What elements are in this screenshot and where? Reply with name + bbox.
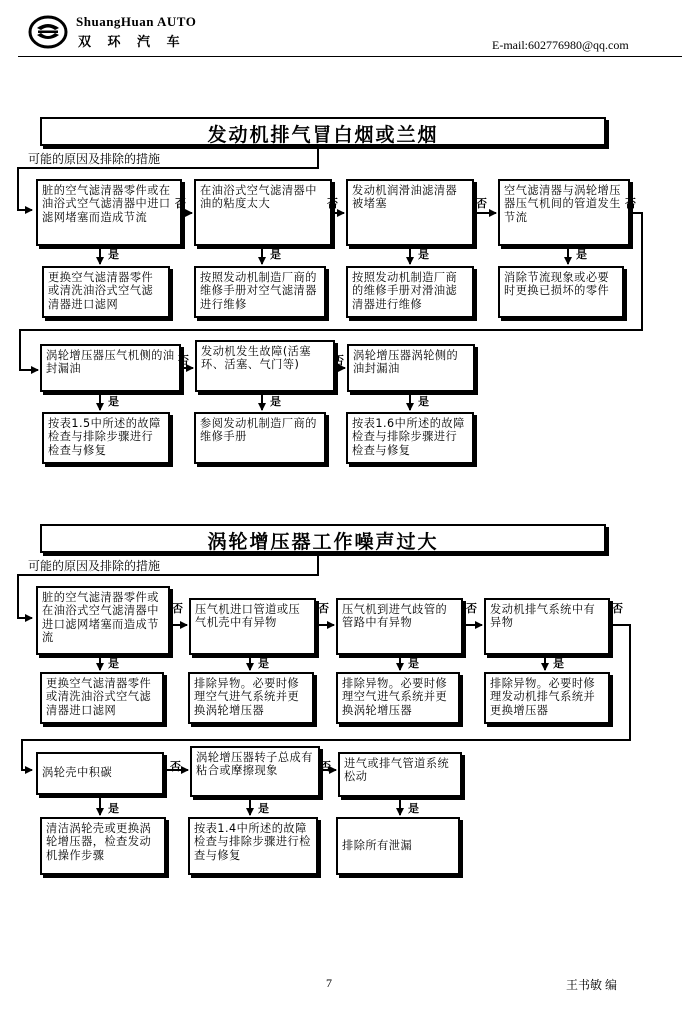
yes-label: 是	[418, 248, 429, 261]
fix-box: 更换空气滤清器零件或清洗油浴式空气滤清器进口滤网	[42, 266, 170, 318]
fix-box: 排除异物。必要时修理空气进气系统并更换涡轮增压器	[188, 672, 314, 724]
no-label: 否	[466, 602, 477, 615]
cause-box: 涡轮增压器压气机侧的油封漏油	[40, 344, 181, 392]
section-title: 涡轮增压器工作噪声过大	[40, 524, 606, 553]
fix-box: 按表1.4中所述的故障检查与排除步骤进行检查与修复	[188, 817, 318, 875]
fix-box: 排除异物。必要时修理发动机排气系统并更换增压器	[484, 672, 610, 724]
no-label: 否	[318, 602, 329, 615]
cause-box: 在油浴式空气滤清器中油的粘度太大	[194, 179, 332, 246]
fix-box: 按照发动机制造厂商的维修手册对滑油滤清器进行维修	[346, 266, 474, 318]
section-subtitle: 可能的原因及排除的措施	[28, 152, 161, 166]
fix-box: 参阅发动机制造厂商的维修手册	[194, 412, 326, 464]
email-address: E-mail:602776980@qq.com	[492, 38, 629, 52]
fix-box: 按表1.6中所述的故障检查与排除步骤进行检查与修复	[346, 412, 474, 464]
cause-box: 空气滤清器与涡轮增压器压气机间的管道发生节流	[498, 179, 630, 246]
fix-box: 清洁涡轮壳或更换涡轮增压器，检查发动机操作步骤	[40, 817, 166, 875]
section-title: 发动机排气冒白烟或兰烟	[40, 117, 606, 146]
yes-label: 是	[108, 657, 119, 670]
cause-box: 脏的空气滤清器零件或在油浴式空气滤清器中进口滤网堵塞而造成节流	[36, 179, 182, 246]
yes-label: 是	[258, 657, 269, 670]
yes-label: 是	[270, 248, 281, 261]
fix-box: 排除所有泄漏	[336, 817, 460, 875]
yes-label: 是	[553, 657, 564, 670]
brand-name-cn: 双 环 汽 车	[78, 35, 186, 50]
fix-box: 更换空气滤清器零件或清洗油浴式空气滤清器进口滤网	[40, 672, 164, 724]
cause-box: 涡轮增压器转子总成有粘合或摩擦现象	[190, 746, 320, 797]
cause-box: 涡轮壳中积碳	[36, 752, 164, 795]
no-label: 否	[625, 197, 636, 210]
no-label: 否	[333, 354, 344, 367]
cause-box: 发动机发生故障(活塞环、活塞、气门等)	[195, 340, 335, 392]
fix-box: 排除异物。必要时修理空气进气系统并更换涡轮增压器	[336, 672, 460, 724]
cause-box: 脏的空气滤清器零件或在油浴式空气滤清器中进口滤网堵塞而造成节流	[36, 586, 170, 655]
brand-name-en: ShuangHuan AUTO	[76, 14, 197, 29]
yes-label: 是	[408, 657, 419, 670]
yes-label: 是	[418, 395, 429, 408]
yes-label: 是	[258, 802, 269, 815]
no-label: 否	[170, 760, 181, 773]
yes-label: 是	[408, 802, 419, 815]
cause-box: 涡轮增压器涡轮侧的油封漏油	[347, 344, 475, 392]
fix-box: 消除节流现象或必要时更换已损坏的零件	[498, 266, 624, 318]
yes-label: 是	[576, 248, 587, 261]
section-subtitle: 可能的原因及排除的措施	[28, 559, 161, 573]
yes-label: 是	[270, 395, 281, 408]
cause-box: 压气机到进气歧管的管路中有异物	[336, 598, 463, 655]
author-credit: 王书敏 编	[566, 978, 618, 992]
page-number: 7	[326, 976, 332, 990]
yes-label: 是	[108, 395, 119, 408]
no-label: 否	[327, 197, 338, 210]
yes-label: 是	[108, 248, 119, 261]
cause-box: 发动机润滑油滤清器被堵塞	[346, 179, 474, 246]
no-label: 否	[175, 197, 186, 210]
no-label: 否	[320, 760, 331, 773]
cause-box: 进气或排气管道系统松动	[338, 752, 462, 797]
fix-box: 按照发动机制造厂商的维修手册对空气滤清器进行维修	[194, 266, 326, 318]
no-label: 否	[476, 197, 487, 210]
cause-box: 压气机进口管道或压气机壳中有异物	[189, 598, 316, 655]
yes-label: 是	[108, 802, 119, 815]
fix-box: 按表1.5中所述的故障检查与排除步骤进行检查与修复	[42, 412, 170, 464]
no-label: 否	[172, 602, 183, 615]
no-label: 否	[612, 602, 623, 615]
no-label: 否	[178, 354, 189, 367]
cause-box: 发动机排气系统中有异物	[484, 598, 610, 655]
